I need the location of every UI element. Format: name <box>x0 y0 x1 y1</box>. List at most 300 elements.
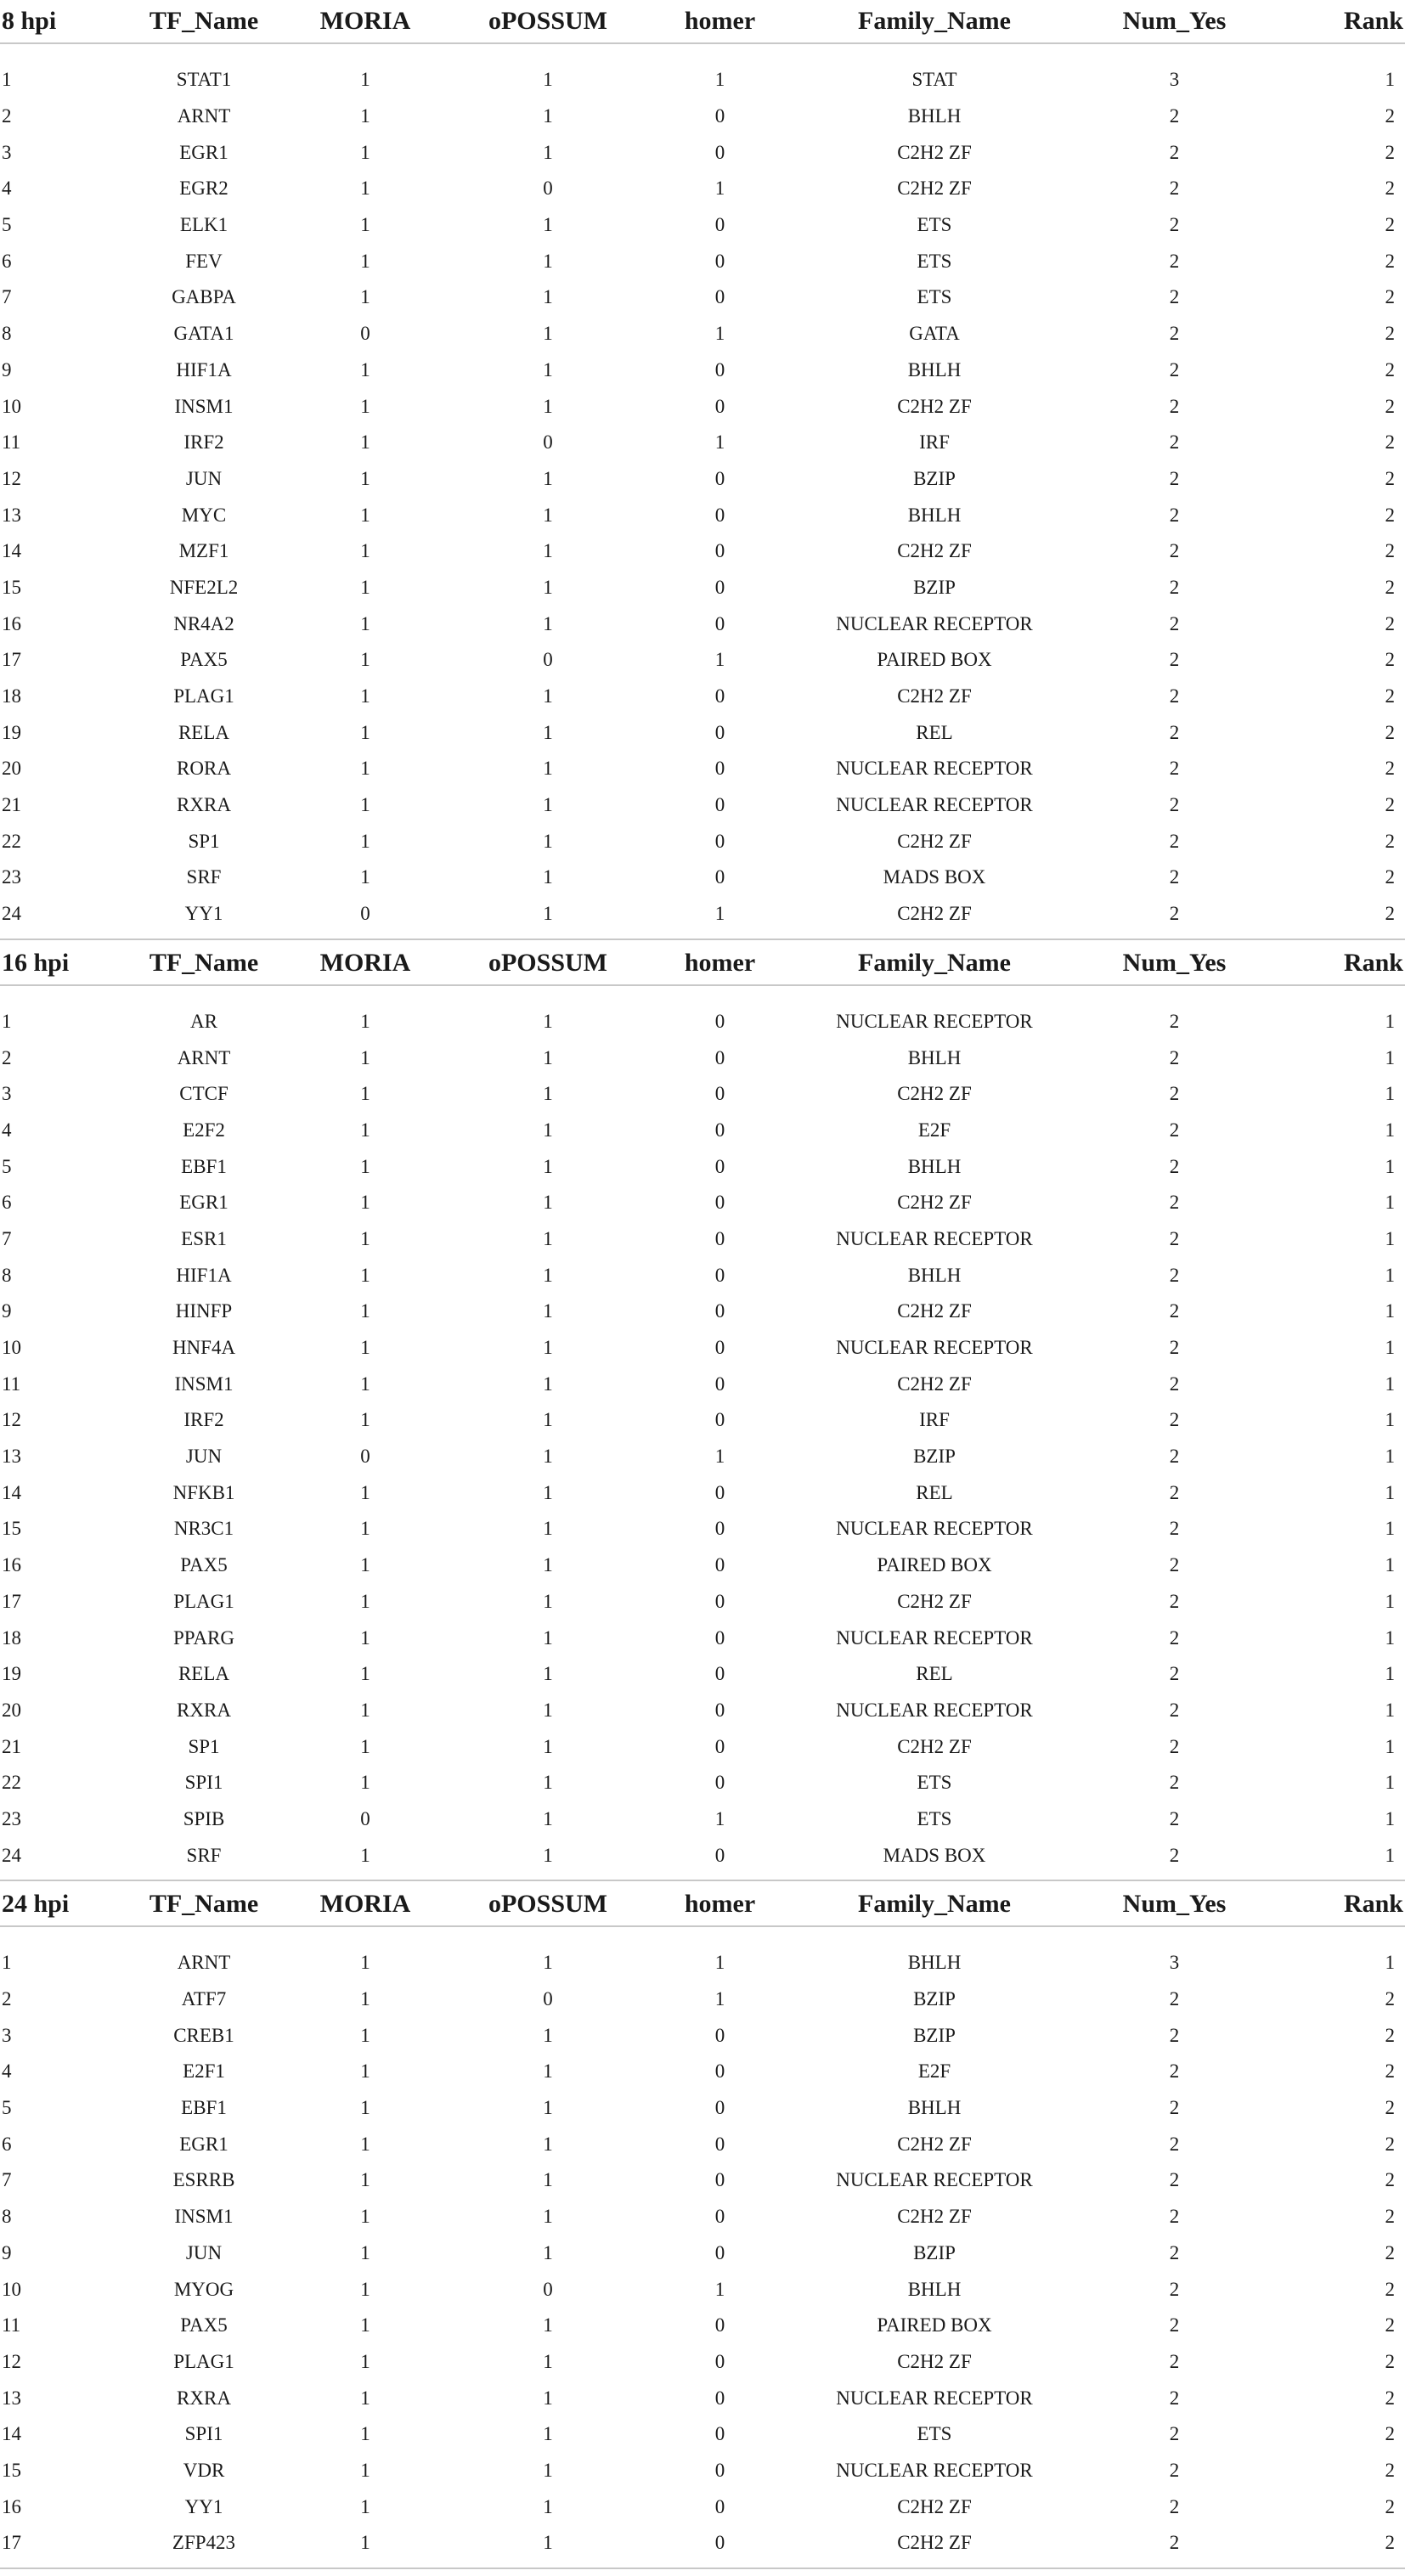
cell-rank: 2 <box>1385 2206 1395 2228</box>
cell-tf-name: HIF1A <box>176 358 232 380</box>
cell-moria: 1 <box>360 2024 370 2046</box>
cell-family-name: GATA <box>909 323 960 345</box>
cell-homer: 0 <box>714 540 725 562</box>
cell-num-yes: 2 <box>1169 1988 1180 2010</box>
column-header-moria: MORIA <box>280 1883 450 1926</box>
cell-opossum: 1 <box>543 1337 553 1359</box>
cell-opossum: 0 <box>543 649 553 671</box>
cell-index: 6 <box>2 250 12 272</box>
cell-moria: 1 <box>360 2133 370 2155</box>
cell-family-name: BHLH <box>907 2097 962 2119</box>
cell-family-name: NUCLEAR RECEPTOR <box>836 2387 1033 2409</box>
cell-index: 19 <box>2 721 21 743</box>
cell-opossum: 1 <box>543 1264 553 1286</box>
cell-rank: 1 <box>1385 1481 1395 1503</box>
cell-family-name: ETS <box>917 214 952 236</box>
table-row <box>0 2416 1405 2453</box>
cell-homer: 0 <box>714 1155 725 1177</box>
cell-tf-name: RELA <box>178 721 230 743</box>
cell-family-name: NUCLEAR RECEPTOR <box>836 758 1033 780</box>
cell-tf-name: ATF7 <box>181 1988 227 2010</box>
cell-num-yes: 2 <box>1169 2024 1180 2046</box>
cell-homer: 0 <box>714 2387 725 2409</box>
cell-opossum: 1 <box>543 1772 553 1794</box>
cell-tf-name: CREB1 <box>173 2024 234 2046</box>
cell-family-name: C2H2 ZF <box>897 2495 972 2517</box>
table-row <box>0 1148 1405 1185</box>
table-row <box>0 1185 1405 1221</box>
cell-homer: 0 <box>714 1735 725 1757</box>
cell-index: 6 <box>2 2133 12 2155</box>
cell-homer: 0 <box>714 1481 725 1503</box>
cell-num-yes: 2 <box>1169 1264 1180 1286</box>
cell-moria: 1 <box>360 2495 370 2517</box>
cell-num-yes: 2 <box>1169 1807 1180 1829</box>
cell-opossum: 1 <box>543 2459 553 2481</box>
cell-tf-name: E2F1 <box>183 2060 225 2083</box>
cell-tf-name: ELK1 <box>179 214 229 236</box>
cell-rank: 2 <box>1385 2532 1395 2554</box>
column-header-homer: homer <box>646 942 794 985</box>
cell-tf-name: GABPA <box>172 286 236 308</box>
cell-tf-name: EGR1 <box>179 1192 229 1214</box>
cell-tf-name: E2F2 <box>183 1119 225 1141</box>
cell-moria: 1 <box>360 2206 370 2228</box>
cell-homer: 0 <box>714 576 725 598</box>
cell-num-yes: 2 <box>1169 2495 1180 2517</box>
cell-opossum: 1 <box>543 2314 553 2336</box>
cell-index: 24 <box>2 903 21 925</box>
cell-tf-name: SRF <box>186 866 222 888</box>
cell-opossum: 1 <box>543 1192 553 1214</box>
cell-index: 1 <box>2 1952 12 1974</box>
cell-family-name: PAIRED BOX <box>877 2314 992 2336</box>
cell-moria: 1 <box>360 214 370 236</box>
cell-opossum: 1 <box>543 2060 553 2083</box>
section-header-row <box>0 942 1405 985</box>
cell-opossum: 1 <box>543 1554 553 1576</box>
table-row <box>0 1221 1405 1258</box>
cell-rank: 2 <box>1385 758 1395 780</box>
table-row <box>0 2453 1405 2489</box>
cell-opossum: 0 <box>543 2278 553 2300</box>
cell-num-yes: 2 <box>1169 250 1180 272</box>
column-header-family-name: Family_Name <box>794 0 1075 43</box>
table-row <box>0 1474 1405 1511</box>
cell-homer: 1 <box>714 903 725 925</box>
cell-num-yes: 2 <box>1169 1046 1180 1068</box>
cell-rank: 1 <box>1385 1119 1395 1141</box>
table-row <box>0 2271 1405 2308</box>
cell-homer: 1 <box>714 1988 725 2010</box>
cell-homer: 0 <box>714 2060 725 2083</box>
cell-homer: 0 <box>714 1046 725 1068</box>
cell-moria: 1 <box>360 358 370 380</box>
cell-rank: 2 <box>1385 214 1395 236</box>
cell-num-yes: 2 <box>1169 649 1180 671</box>
table-row <box>0 2525 1405 2562</box>
cell-index: 21 <box>2 794 21 816</box>
cell-num-yes: 2 <box>1169 431 1180 454</box>
cell-homer: 0 <box>714 721 725 743</box>
cell-rank: 1 <box>1385 1192 1395 1214</box>
cell-family-name: BZIP <box>913 2024 956 2046</box>
cell-index: 6 <box>2 1192 12 1214</box>
cell-index: 11 <box>2 431 21 454</box>
cell-num-yes: 2 <box>1169 105 1180 127</box>
table-row <box>0 99 1405 135</box>
cell-rank: 2 <box>1385 2278 1395 2300</box>
cell-homer: 0 <box>714 2459 725 2481</box>
cell-num-yes: 3 <box>1169 69 1180 91</box>
cell-moria: 1 <box>360 1699 370 1721</box>
table-row <box>0 1945 1405 1981</box>
cell-family-name: REL <box>916 721 953 743</box>
cell-num-yes: 2 <box>1169 1735 1180 1757</box>
cell-rank: 2 <box>1385 1988 1395 2010</box>
cell-family-name: C2H2 ZF <box>897 1300 972 1322</box>
cell-rank: 1 <box>1385 1046 1395 1068</box>
cell-num-yes: 2 <box>1169 1663 1180 1685</box>
cell-tf-name: YY1 <box>184 2495 223 2517</box>
cell-homer: 0 <box>714 1300 725 1322</box>
cell-family-name: C2H2 ZF <box>897 395 972 417</box>
cell-tf-name: SPIB <box>183 1807 225 1829</box>
cell-opossum: 1 <box>543 2024 553 2046</box>
table-row <box>0 1547 1405 1584</box>
cell-moria: 1 <box>360 1952 370 1974</box>
cell-family-name: NUCLEAR RECEPTOR <box>836 1010 1033 1032</box>
cell-moria: 1 <box>360 395 370 417</box>
column-header-tf-name: TF_Name <box>127 1883 280 1926</box>
cell-homer: 1 <box>714 323 725 345</box>
table-row <box>0 1620 1405 1656</box>
cell-tf-name: EGR1 <box>179 141 229 163</box>
cell-moria: 1 <box>360 2423 370 2445</box>
cell-index: 16 <box>2 2495 21 2517</box>
cell-homer: 0 <box>714 250 725 272</box>
cell-homer: 0 <box>714 1554 725 1576</box>
cell-index: 20 <box>2 758 21 780</box>
table-row <box>0 1257 1405 1294</box>
cell-rank: 2 <box>1385 2060 1395 2083</box>
cell-moria: 1 <box>360 1046 370 1068</box>
cell-tf-name: HNF4A <box>172 1337 236 1359</box>
column-header-num-yes: Num_Yes <box>1075 942 1274 985</box>
table-row <box>0 461 1405 498</box>
cell-moria: 1 <box>360 1663 370 1685</box>
cell-index: 8 <box>2 1264 12 1286</box>
cell-tf-name: AR <box>190 1010 217 1032</box>
cell-family-name: NUCLEAR RECEPTOR <box>836 1518 1033 1540</box>
table-row <box>0 679 1405 715</box>
cell-num-yes: 2 <box>1169 2278 1180 2300</box>
cell-moria: 1 <box>360 286 370 308</box>
cell-num-yes: 2 <box>1169 1227 1180 1249</box>
table-row <box>0 606 1405 642</box>
cell-homer: 0 <box>714 105 725 127</box>
cell-moria: 1 <box>360 2060 370 2083</box>
table-row <box>0 2235 1405 2272</box>
cell-homer: 0 <box>714 1772 725 1794</box>
cell-rank: 1 <box>1385 1772 1395 1794</box>
cell-rank: 1 <box>1385 1337 1395 1359</box>
cell-moria: 0 <box>360 1446 370 1468</box>
cell-num-yes: 2 <box>1169 758 1180 780</box>
cell-homer: 1 <box>714 2278 725 2300</box>
cell-index: 9 <box>2 358 12 380</box>
cell-num-yes: 2 <box>1169 286 1180 308</box>
cell-tf-name: JUN <box>185 1446 223 1468</box>
table-row <box>0 2489 1405 2525</box>
cell-moria: 1 <box>360 721 370 743</box>
table-row <box>0 243 1405 279</box>
cell-num-yes: 2 <box>1169 1481 1180 1503</box>
cell-rank: 1 <box>1385 1735 1395 1757</box>
cell-family-name: C2H2 ZF <box>897 178 972 200</box>
cell-family-name: C2H2 ZF <box>897 2133 972 2155</box>
cell-moria: 1 <box>360 2278 370 2300</box>
cell-homer: 1 <box>714 431 725 454</box>
cell-tf-name: NFKB1 <box>172 1481 235 1503</box>
cell-num-yes: 2 <box>1169 1373 1180 1395</box>
cell-opossum: 1 <box>543 504 553 526</box>
cell-tf-name: EBF1 <box>181 1155 227 1177</box>
cell-rank: 2 <box>1385 2097 1395 2119</box>
table-row <box>0 1366 1405 1402</box>
cell-index: 3 <box>2 2024 12 2046</box>
cell-index: 2 <box>2 105 12 127</box>
cell-homer: 0 <box>714 2350 725 2372</box>
cell-homer: 0 <box>714 1264 725 1286</box>
cell-index: 18 <box>2 1626 21 1649</box>
table-row <box>0 2126 1405 2162</box>
cell-family-name: MADS BOX <box>883 866 986 888</box>
cell-tf-name: EGR1 <box>179 2133 229 2155</box>
cell-index: 22 <box>2 1772 21 1794</box>
cell-num-yes: 2 <box>1169 1699 1180 1721</box>
cell-family-name: C2H2 ZF <box>897 2206 972 2228</box>
table-row <box>0 751 1405 787</box>
cell-opossum: 1 <box>543 1300 553 1322</box>
cell-index: 5 <box>2 214 12 236</box>
cell-index: 1 <box>2 1010 12 1032</box>
cell-opossum: 1 <box>543 2206 553 2228</box>
cell-family-name: NUCLEAR RECEPTOR <box>836 2459 1033 2481</box>
cell-tf-name: NFE2L2 <box>169 576 239 598</box>
cell-rank: 2 <box>1385 286 1395 308</box>
cell-rank: 2 <box>1385 2495 1395 2517</box>
cell-index: 8 <box>2 323 12 345</box>
cell-tf-name: SPI1 <box>184 2423 223 2445</box>
cell-rank: 1 <box>1385 1227 1395 1249</box>
cell-family-name: BHLH <box>907 2278 962 2300</box>
table-row <box>0 497 1405 533</box>
table-row <box>0 1728 1405 1765</box>
table-row <box>0 1076 1405 1113</box>
cell-family-name: ETS <box>917 1807 952 1829</box>
cell-tf-name: RXRA <box>177 1699 231 1721</box>
cell-homer: 1 <box>714 1952 725 1974</box>
cell-family-name: BZIP <box>913 2241 956 2263</box>
cell-num-yes: 2 <box>1169 1083 1180 1105</box>
table-row <box>0 533 1405 570</box>
cell-moria: 1 <box>360 1772 370 1794</box>
cell-tf-name: RXRA <box>177 2387 231 2409</box>
cell-index: 5 <box>2 1155 12 1177</box>
cell-homer: 0 <box>714 1844 725 1866</box>
cell-opossum: 1 <box>543 2097 553 2119</box>
cell-moria: 1 <box>360 431 370 454</box>
cell-opossum: 1 <box>543 685 553 707</box>
table-row <box>0 1511 1405 1547</box>
table-row <box>0 1981 1405 2018</box>
cell-num-yes: 2 <box>1169 2459 1180 2481</box>
cell-family-name: IRF <box>919 1409 950 1431</box>
cell-moria: 0 <box>360 903 370 925</box>
table-row <box>0 1837 1405 1874</box>
cell-moria: 1 <box>360 1373 370 1395</box>
table-row <box>0 2199 1405 2235</box>
cell-rank: 2 <box>1385 2423 1395 2445</box>
cell-moria: 1 <box>360 141 370 163</box>
cell-tf-name: ZFP423 <box>172 2532 236 2554</box>
cell-homer: 0 <box>714 141 725 163</box>
cell-num-yes: 2 <box>1169 2060 1180 2083</box>
cell-opossum: 1 <box>543 576 553 598</box>
column-header-num-yes: Num_Yes <box>1075 0 1274 43</box>
cell-opossum: 1 <box>543 1409 553 1431</box>
cell-homer: 0 <box>714 830 725 852</box>
cell-tf-name: ARNT <box>177 105 231 127</box>
cell-family-name: E2F <box>917 2060 951 2083</box>
cell-num-yes: 2 <box>1169 178 1180 200</box>
table-row <box>0 1765 1405 1801</box>
cell-index: 1 <box>2 69 12 91</box>
cell-opossum: 1 <box>543 1083 553 1105</box>
cell-index: 4 <box>2 178 12 200</box>
cell-tf-name: RORA <box>177 758 231 780</box>
cell-tf-name: MZF1 <box>178 540 229 562</box>
cell-tf-name: JUN <box>185 2241 223 2263</box>
table-row <box>0 279 1405 316</box>
cell-moria: 1 <box>360 1337 370 1359</box>
cell-opossum: 1 <box>543 1155 553 1177</box>
cell-opossum: 1 <box>543 1481 553 1503</box>
column-header-opossum: oPOSSUM <box>450 1883 646 1926</box>
cell-num-yes: 2 <box>1169 685 1180 707</box>
cell-moria: 1 <box>360 1192 370 1214</box>
cell-rank: 2 <box>1385 2459 1395 2481</box>
cell-moria: 1 <box>360 576 370 598</box>
table-row <box>0 2017 1405 2054</box>
cell-rank: 1 <box>1385 1155 1395 1177</box>
cell-index: 14 <box>2 1481 21 1503</box>
cell-index: 23 <box>2 866 21 888</box>
cell-opossum: 1 <box>543 141 553 163</box>
section-label: 24 hpi <box>0 1883 127 1926</box>
cell-family-name: C2H2 ZF <box>897 2532 972 2554</box>
table-row <box>0 570 1405 606</box>
table-row <box>0 860 1405 896</box>
cell-opossum: 1 <box>543 323 553 345</box>
cell-tf-name: MYOG <box>173 2278 234 2300</box>
cell-num-yes: 2 <box>1169 141 1180 163</box>
cell-family-name: C2H2 ZF <box>897 2350 972 2372</box>
table-row <box>0 1294 1405 1330</box>
table-row <box>0 2162 1405 2199</box>
cell-family-name: E2F <box>917 1119 951 1141</box>
cell-homer: 0 <box>714 2314 725 2336</box>
table-row <box>0 1801 1405 1838</box>
column-header-tf-name: TF_Name <box>127 0 280 43</box>
table-row <box>0 388 1405 425</box>
cell-num-yes: 2 <box>1169 2423 1180 2445</box>
cell-index: 7 <box>2 1227 12 1249</box>
cell-rank: 2 <box>1385 358 1395 380</box>
cell-tf-name: VDR <box>183 2459 225 2481</box>
cell-moria: 1 <box>360 2314 370 2336</box>
cell-moria: 1 <box>360 866 370 888</box>
cell-tf-name: EBF1 <box>181 2097 227 2119</box>
column-header-rank: Rank <box>1274 0 1405 43</box>
cell-homer: 1 <box>714 178 725 200</box>
cell-index: 17 <box>2 2532 21 2554</box>
cell-num-yes: 2 <box>1169 2133 1180 2155</box>
section-spacer <box>0 1926 1405 1945</box>
cell-rank: 1 <box>1385 69 1395 91</box>
section-label: 16 hpi <box>0 942 127 985</box>
cell-opossum: 1 <box>543 2532 553 2554</box>
cell-tf-name: SPI1 <box>184 1772 223 1794</box>
cell-tf-name: INSM1 <box>174 1373 234 1395</box>
cell-num-yes: 2 <box>1169 2097 1180 2119</box>
cell-rank: 2 <box>1385 2024 1395 2046</box>
cell-opossum: 1 <box>543 1735 553 1757</box>
cell-rank: 2 <box>1385 2350 1395 2372</box>
cell-opossum: 1 <box>543 1590 553 1612</box>
cell-rank: 1 <box>1385 1807 1395 1829</box>
cell-moria: 1 <box>360 1590 370 1612</box>
cell-family-name: C2H2 ZF <box>897 1590 972 1612</box>
cell-family-name: BHLH <box>907 1264 962 1286</box>
cell-rank: 2 <box>1385 866 1395 888</box>
cell-num-yes: 2 <box>1169 612 1180 634</box>
cell-rank: 2 <box>1385 794 1395 816</box>
cell-index: 10 <box>2 2278 21 2300</box>
cell-family-name: BHLH <box>907 1046 962 1068</box>
cell-rank: 2 <box>1385 178 1395 200</box>
cell-rank: 2 <box>1385 612 1395 634</box>
cell-tf-name: SP1 <box>188 1735 220 1757</box>
cell-index: 14 <box>2 540 21 562</box>
cell-opossum: 1 <box>543 2350 553 2372</box>
cell-homer: 0 <box>714 1083 725 1105</box>
cell-moria: 1 <box>360 2097 370 2119</box>
cell-index: 12 <box>2 1409 21 1431</box>
cell-opossum: 1 <box>543 69 553 91</box>
section-spacer <box>0 933 1405 939</box>
cell-homer: 0 <box>714 1409 725 1431</box>
cell-moria: 1 <box>360 1119 370 1141</box>
cell-family-name: ETS <box>917 1772 952 1794</box>
cell-rank: 2 <box>1385 2387 1395 2409</box>
cell-rank: 2 <box>1385 141 1395 163</box>
cell-tf-name: GATA1 <box>173 323 234 345</box>
cell-opossum: 1 <box>543 2495 553 2517</box>
cell-homer: 0 <box>714 2169 725 2191</box>
table-row <box>0 316 1405 352</box>
